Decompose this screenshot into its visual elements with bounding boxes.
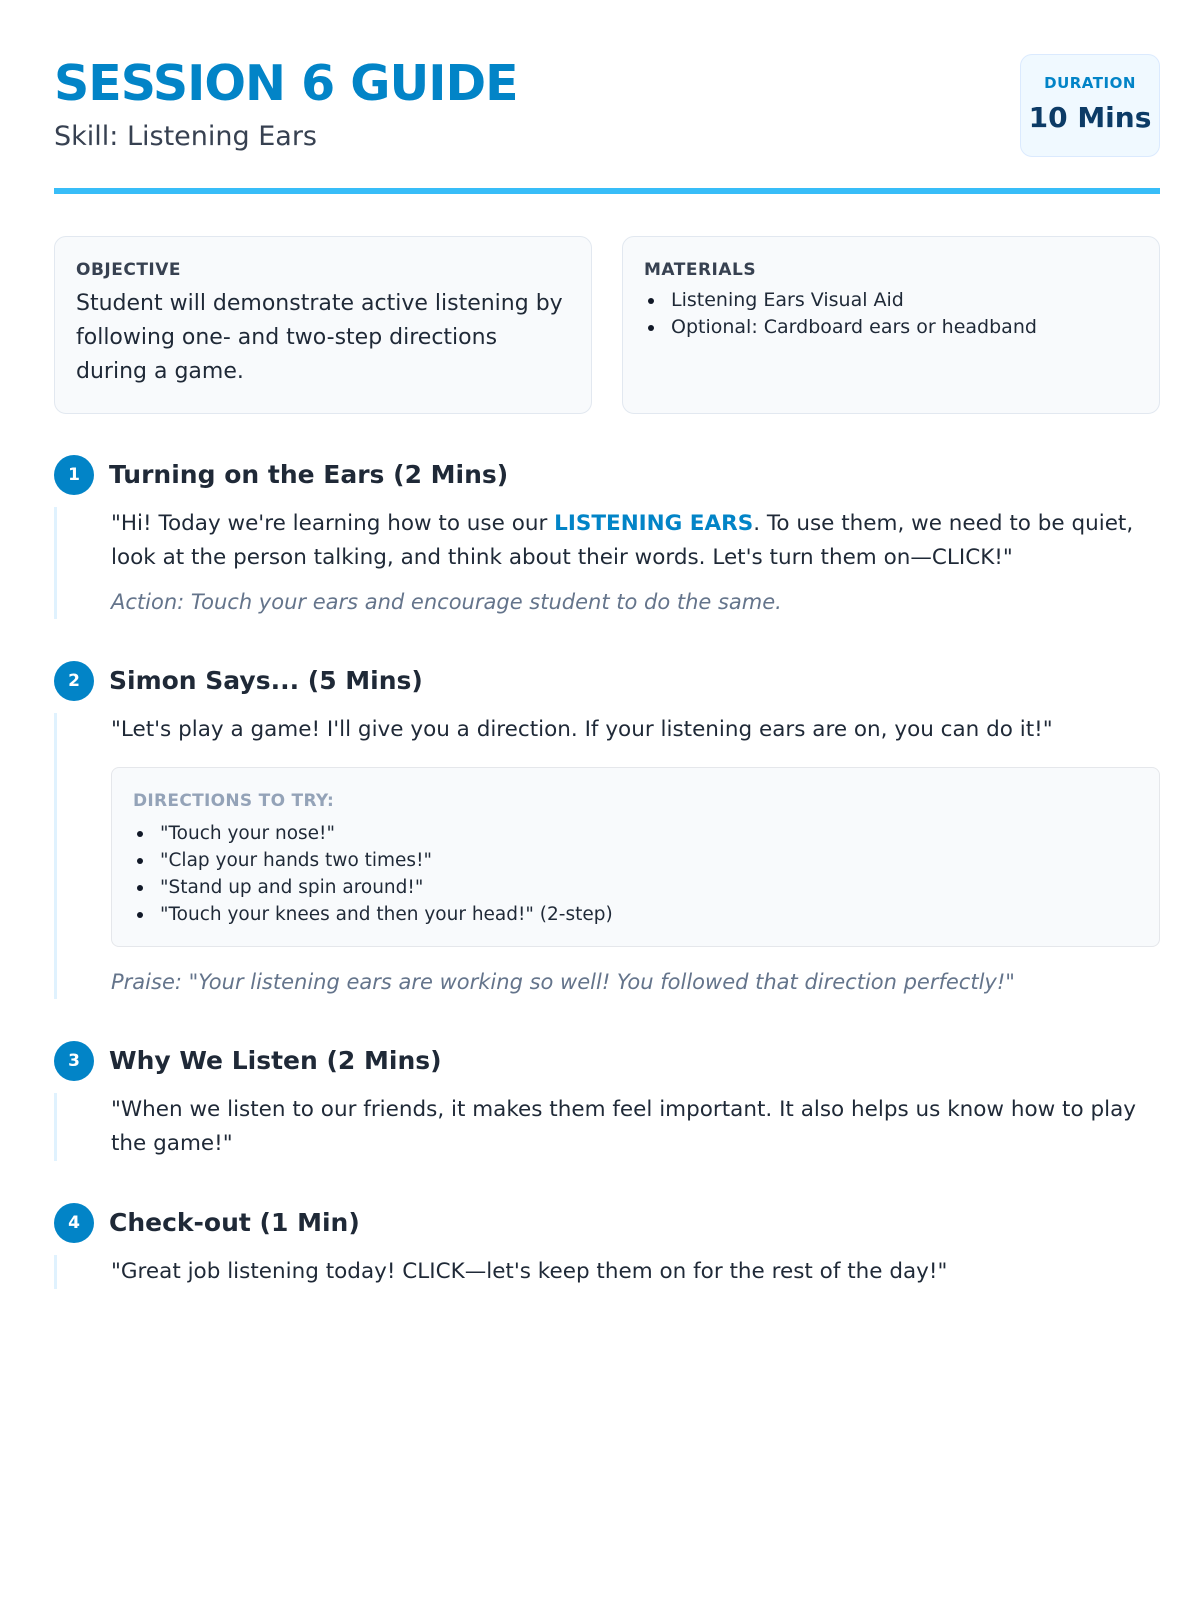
step-title: Why We Listen (2 Mins) xyxy=(109,1046,442,1075)
materials-list xyxy=(644,287,1138,341)
directions-label: DIRECTIONS TO TRY: xyxy=(133,791,335,811)
step-2 xyxy=(54,661,1160,999)
step-header xyxy=(54,1041,1160,1081)
step-3 xyxy=(54,1041,1160,1161)
directions-list xyxy=(133,820,1138,928)
praise-note: Praise: "Your listening ears are working so well! You followed that direction perfectly!" xyxy=(111,970,1015,994)
objective-text: Student will demonstrate active listening by following one- and two-step directions during a game. xyxy=(76,291,563,384)
duration-label: DURATION xyxy=(1044,74,1136,92)
step-body xyxy=(54,507,1160,619)
step-script: "When we listen to our friends, it makes them feel important. It also helps us know how to play the game!" xyxy=(111,1097,1136,1156)
action-note: Action: Touch your ears and encourage student to do the same. xyxy=(111,590,782,614)
step-script: "Let's play a game! I'll give you a direction. If your listening ears are on, you can do it!" xyxy=(111,717,1053,742)
script-text: . To use them, we need to be quiet, look at the person talking, and think about their words. Let's turn them on—CLICK!" xyxy=(111,511,1134,570)
step-4 xyxy=(54,1203,1160,1289)
step-title: Check-out (1 Min) xyxy=(109,1208,360,1237)
step-list xyxy=(54,455,1160,1331)
step-script: "Great job listening today! CLICK—let's keep them on for the rest of the day!" xyxy=(111,1259,948,1284)
step-script xyxy=(111,507,1160,575)
duration-value: 10 Mins xyxy=(1028,101,1152,134)
materials-card xyxy=(622,236,1160,414)
step-1 xyxy=(54,455,1160,619)
step-number-badge: 1 xyxy=(54,455,94,495)
script-text: "Hi! Today we're learning how to use our xyxy=(111,511,555,536)
step-body xyxy=(54,1093,1160,1161)
objective-card xyxy=(54,236,592,414)
page-header xyxy=(54,54,1160,194)
step-header xyxy=(54,455,1160,495)
page-title: SESSION 6 GUIDE xyxy=(54,55,518,112)
highlighted-term: LISTENING EARS xyxy=(554,511,754,536)
step-header xyxy=(54,661,1160,701)
step-number-badge: 2 xyxy=(54,661,94,701)
direction-item: "Touch your nose!" xyxy=(133,820,1138,847)
step-body xyxy=(54,1255,1160,1289)
step-number-badge: 4 xyxy=(54,1203,94,1243)
objective-label: OBJECTIVE xyxy=(76,260,182,280)
materials-item: Listening Ears Visual Aid xyxy=(644,287,1138,314)
materials-item: Optional: Cardboard ears or headband xyxy=(644,314,1138,341)
step-number-badge: 3 xyxy=(54,1041,94,1081)
directions-box xyxy=(111,767,1160,947)
page-subtitle: Skill: Listening Ears xyxy=(54,121,317,152)
info-cards xyxy=(54,236,1160,414)
direction-item: "Clap your hands two times!" xyxy=(133,847,1138,874)
materials-label: MATERIALS xyxy=(644,260,757,280)
step-title: Simon Says... (5 Mins) xyxy=(109,666,423,695)
header-divider xyxy=(54,188,1160,194)
step-body xyxy=(54,713,1160,999)
duration-badge xyxy=(1020,54,1160,157)
direction-item: "Stand up and spin around!" xyxy=(133,874,1138,901)
step-title: Turning on the Ears (2 Mins) xyxy=(109,460,509,489)
step-header xyxy=(54,1203,1160,1243)
direction-item: "Touch your knees and then your head!" (2-step) xyxy=(133,901,1138,928)
